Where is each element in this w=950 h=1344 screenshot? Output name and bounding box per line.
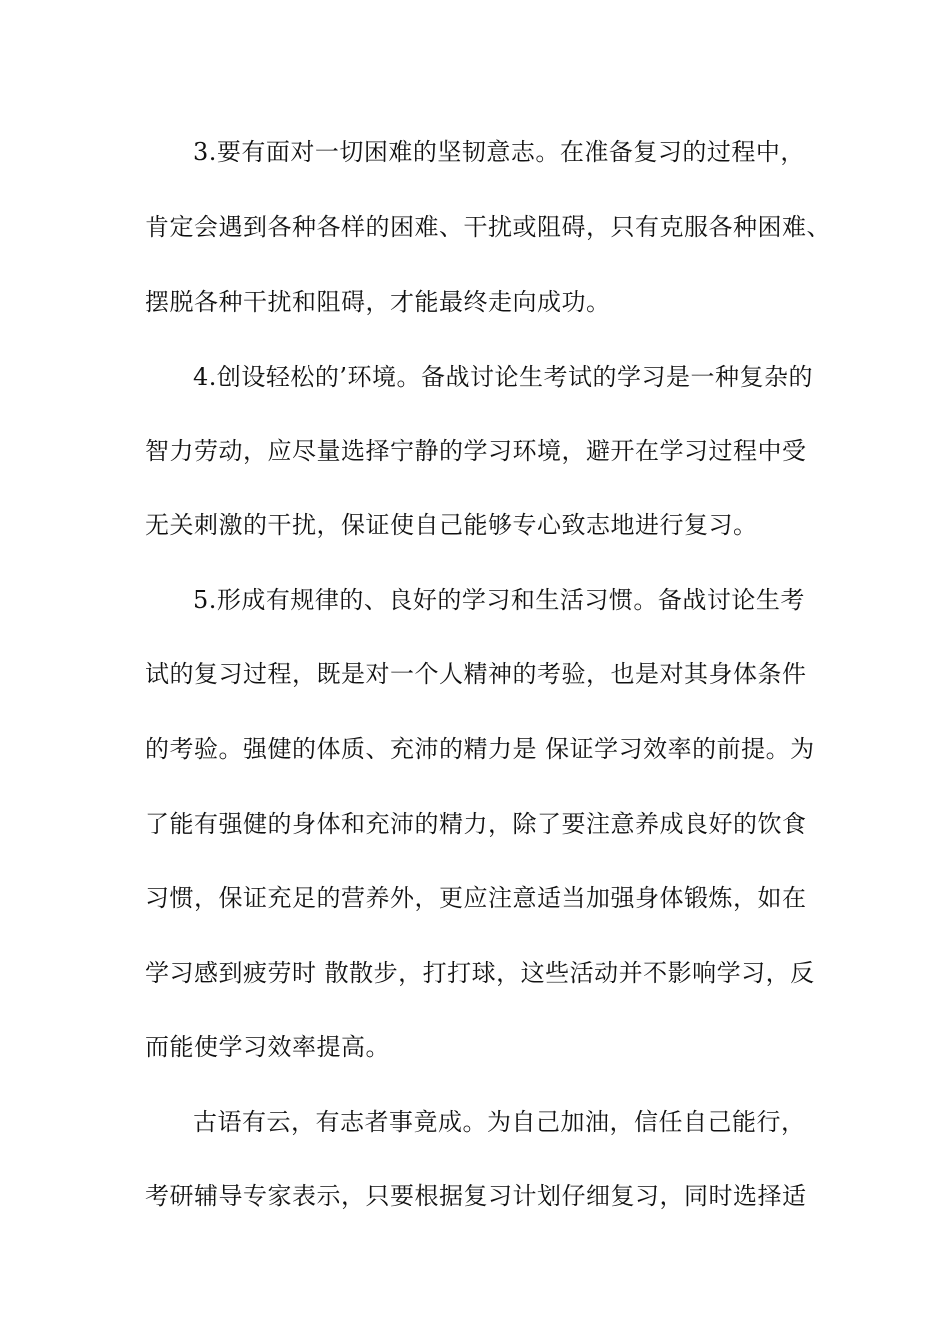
paragraph-5-line-3: 的考验。强健的体质、充沛的精力是 保证学习效率的前提。为	[145, 735, 815, 763]
paragraph-3-line-2: 肯定会遇到各种各样的困难、干扰或阻碍，只有克服各种困难、	[145, 213, 831, 241]
paragraph-5-line-1: 5.形成有规律的、良好的学习和生活习惯。备战讨论生考	[193, 586, 805, 614]
paragraph-5-line-6: 学习感到疲劳时 散散步，打打球，这些活动并不影响学习，反	[145, 959, 815, 987]
paragraph-4-line-3: 无关刺激的干扰，保证使自己能够专心致志地进行复习。	[145, 511, 758, 539]
paragraph-4-line-2: 智力劳动，应尽量选择宁静的学习环境，避开在学习过程中受	[145, 437, 807, 465]
paragraph-5-line-5: 习惯，保证充足的营养外，更应注意适当加强身体锻炼，如在	[145, 884, 807, 912]
closing-paragraph-line-2: 考研辅导专家表示，只要根据复习计划仔细复习，同时选择适	[145, 1182, 807, 1210]
paragraph-5-line-7: 而能使学习效率提高。	[145, 1033, 390, 1061]
paragraph-4-line-1: 4.创设轻松的’环境。备战讨论生考试的学习是一种复杂的	[193, 363, 814, 391]
paragraph-3-line-3: 摆脱各种干扰和阻碍，才能最终走向成功。	[145, 288, 611, 316]
paragraph-5-line-4: 了能有强健的身体和充沛的精力，除了要注意养成良好的饮食	[145, 810, 807, 838]
paragraph-3-line-1: 3.要有面对一切困难的坚韧意志。在准备复习的过程中，	[193, 138, 805, 166]
paragraph-5-line-2: 试的复习过程，既是对一个人精神的考验，也是对其身体条件	[145, 660, 807, 688]
closing-paragraph-line-1: 古语有云，有志者事竟成。为自己加油，信任自己能行，	[193, 1108, 806, 1136]
